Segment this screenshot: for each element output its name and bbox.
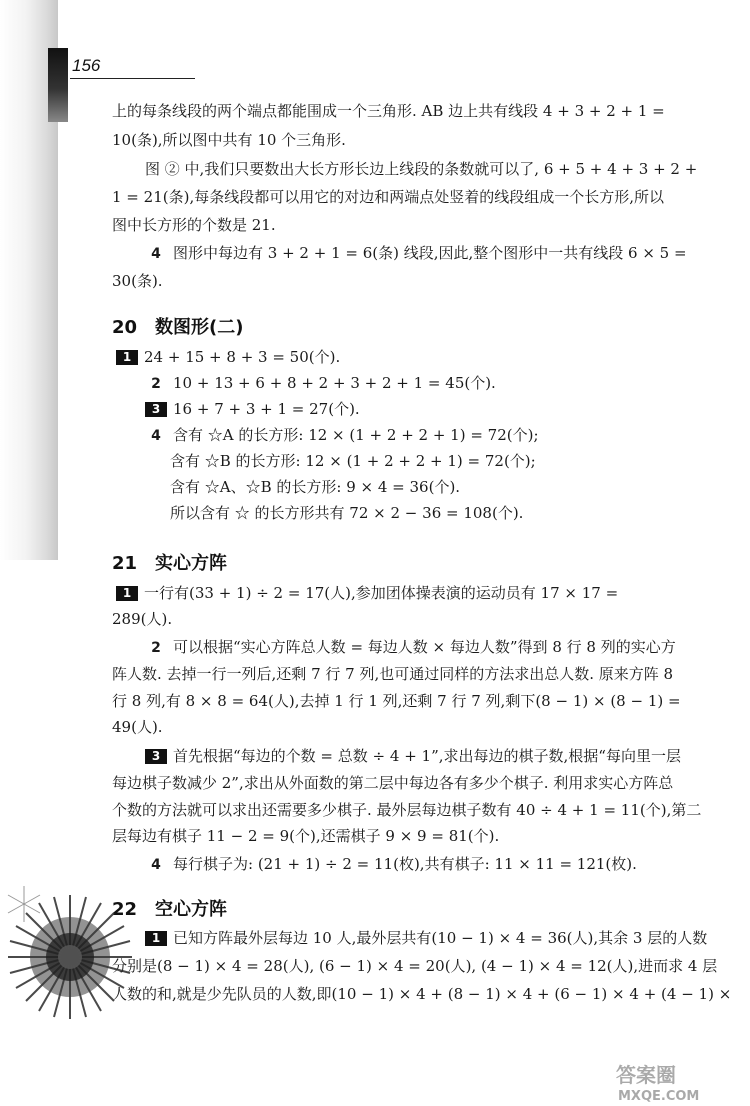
item-number-badge: 1 <box>116 586 138 601</box>
answer-item <box>145 636 737 660</box>
answer-item <box>145 927 737 950</box>
watermark-logo <box>612 1060 746 1104</box>
item-number-badge: 3 <box>145 402 167 417</box>
item-number-badge: 1 <box>145 931 167 946</box>
text-line: 图中长方形的个数是 21. <box>112 216 276 234</box>
item-text: 可以根据“实心方阵总人数 = 每边人数 × 每边人数”得到 8 行 8 列的实心方 <box>173 638 676 656</box>
text-line: 上的每条线段的两个端点都能围成一个三角形. AB 边上共有线段 4 + 3 + 2 + 1 = <box>112 102 665 120</box>
page-number: 156 <box>72 56 101 75</box>
item-number: 4 <box>151 428 161 444</box>
item-number-badge: 1 <box>116 350 138 365</box>
answer-item <box>145 398 737 421</box>
item-text: 含有 ☆A 的长方形: 12 × (1 + 2 + 2 + 1) = 72(个); <box>173 426 539 444</box>
text-line: 289(人). <box>112 610 173 628</box>
answer-item <box>145 372 737 396</box>
item-number: 2 <box>151 640 161 656</box>
item-number: 2 <box>151 376 161 392</box>
item-text: 10 + 13 + 6 + 8 + 2 + 3 + 2 + 1 = 45(个). <box>173 374 496 392</box>
section-heading: 20 数图形(二) <box>112 317 244 338</box>
item-text: 24 + 15 + 8 + 3 = 50(个). <box>144 348 341 366</box>
text-line: 阵人数. 去掉一行一列后,还剩 7 行 7 列,也可通过同样的方法求出总人数. 原来方阵 8 <box>112 665 674 683</box>
text-line: 含有 ☆A、☆B 的长方形: 9 × 4 = 36(个). <box>170 478 461 496</box>
answer-item <box>116 346 708 369</box>
flower-decoration-icon <box>0 882 140 1032</box>
text-line: 1 = 21(条),每条线段都可以用它的对边和两端点处竖着的线段组成一个长方形,所以 <box>112 188 664 206</box>
text-line: 分别是(8 − 1) × 4 = 28(人), (6 − 1) × 4 = 20(人), (4 − 1) × 4 = 12(人),进而求 4 层 <box>112 957 718 975</box>
item-text: 首先根据“每边的个数 = 总数 ÷ 4 + 1”,求出每边的棋子数,根据“每向里一层 <box>173 747 681 765</box>
header-bar <box>48 48 68 122</box>
item-text: 每行棋子为: (21 + 1) ÷ 2 = 11(枚),共有棋子: 11 × 11 = 121(枚). <box>173 855 637 873</box>
text-line: 个数的方法就可以求出还需要多少棋子. 最外层每边棋子数有 40 ÷ 4 + 1 = 11(个),第二 <box>112 801 702 819</box>
answer-item <box>145 242 737 266</box>
answer-item <box>145 745 737 768</box>
answer-item <box>116 582 708 605</box>
text-line: 49(人). <box>112 718 163 736</box>
watermark-text: 答案圈 <box>616 1063 676 1087</box>
answer-item <box>145 424 737 448</box>
text-line: 所以含有 ☆ 的长方形共有 72 × 2 − 36 = 108(个). <box>170 504 524 522</box>
item-text: 已知方阵最外层每边 10 人,最外层共有(10 − 1) × 4 = 36(人),其余 3 层的人数 <box>173 929 708 947</box>
text-line: 每边棋子数减少 2”,求出从外面数的第二层中每边各有多少个棋子. 利用求实心方阵总 <box>112 774 674 792</box>
item-text: 16 + 7 + 3 + 1 = 27(个). <box>173 400 360 418</box>
item-number: 4 <box>151 246 161 262</box>
text-line: 含有 ☆B 的长方形: 12 × (1 + 2 + 2 + 1) = 72(个); <box>170 452 536 470</box>
text-line: 人数的和,就是少先队员的人数,即(10 − 1) × 4 + (8 − 1) × 4 + (6 − 1) × 4 + (4 − 1) × <box>112 985 732 1003</box>
item-number-badge: 3 <box>145 749 167 764</box>
item-number: 4 <box>151 857 161 873</box>
section-heading: 22 空心方阵 <box>112 899 228 920</box>
text-line: 10(条),所以图中共有 10 个三角形. <box>112 131 346 149</box>
answer-item <box>145 853 737 877</box>
watermark-url: MXQE.COM <box>618 1089 700 1104</box>
item-text: 图形中每边有 3 + 2 + 1 = 6(条) 线段,因此,整个图形中一共有线段 6 × 5 = <box>173 244 687 262</box>
section-heading: 21 实心方阵 <box>112 553 228 574</box>
text-line: 层每边有棋子 11 − 2 = 9(个),还需棋子 9 × 9 = 81(个). <box>112 827 500 845</box>
header-rule <box>70 78 195 79</box>
text-line: 图 ② 中,我们只要数出大长方形长边上线段的条数就可以了, 6 + 5 + 4 + 3 + 2 + <box>145 160 698 178</box>
text-line: 30(条). <box>112 272 163 290</box>
item-text: 一行有(33 + 1) ÷ 2 = 17(人),参加团体操表演的运动员有 17 × 17 = <box>144 584 619 602</box>
text-line: 行 8 列,有 8 × 8 = 64(人),去掉 1 行 1 列,还剩 7 行 7 列,剩下(8 − 1) × (8 − 1) = <box>112 692 681 710</box>
